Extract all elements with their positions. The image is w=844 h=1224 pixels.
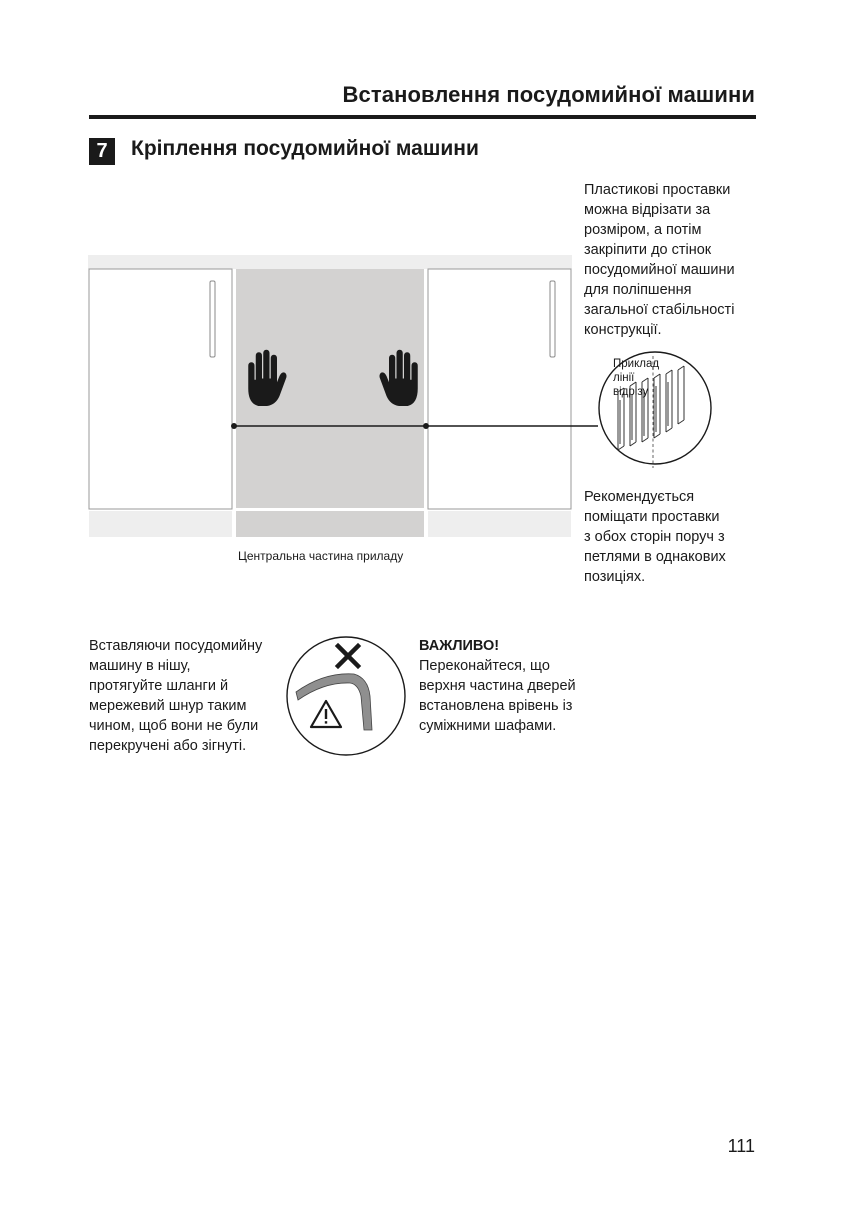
leader-dot-left [231, 423, 237, 429]
section-title: Кріплення посудомийної машини [131, 137, 479, 160]
right-cabinet-handle [550, 281, 555, 357]
step-number-badge: 7 [89, 138, 115, 165]
page-header-title: Встановлення посудомийної машини [342, 82, 755, 107]
hose-instruction-text: Вставляючи посудомийну машину в нішу, протягуйте шланги й мережевий шнур таким чином, щоб вони не були перекручені або зігнуті. [89, 638, 263, 754]
dishwasher-plinth [236, 511, 424, 537]
page-number: 111 [727, 1136, 755, 1156]
leader-dot-right [423, 423, 429, 429]
cut-line-label [613, 357, 659, 399]
left-cabinet-handle [210, 281, 215, 357]
spacer-note-text: Пластикові проставки можна відрізати за розміром, а потім закріпити до стінок посудомийної машини для поліпшення загальної стабільності конструкції. [584, 182, 735, 338]
important-body: Переконайтеся, що верхня частина дверей встановлена врівень із суміжними шафами. [419, 658, 576, 734]
right-plinth [428, 511, 571, 537]
figure-caption: Центральна частина приладу [238, 549, 404, 563]
cut-line-label-line3: відрізу [613, 386, 649, 398]
counter-top [88, 255, 572, 269]
cut-line-label-line1: Приклад [613, 358, 660, 370]
important-heading: ВАЖЛИВО! [419, 638, 500, 654]
cut-line-label-line2: лінії [613, 372, 635, 384]
left-plinth [89, 511, 232, 537]
hose-warning-illustration [284, 634, 408, 758]
important-note [419, 636, 576, 736]
header-rule [89, 115, 756, 119]
placement-note-text: Рекомендується поміщати проставки з обох сторін поруч з петлями в однакових позиціях. [584, 489, 726, 585]
